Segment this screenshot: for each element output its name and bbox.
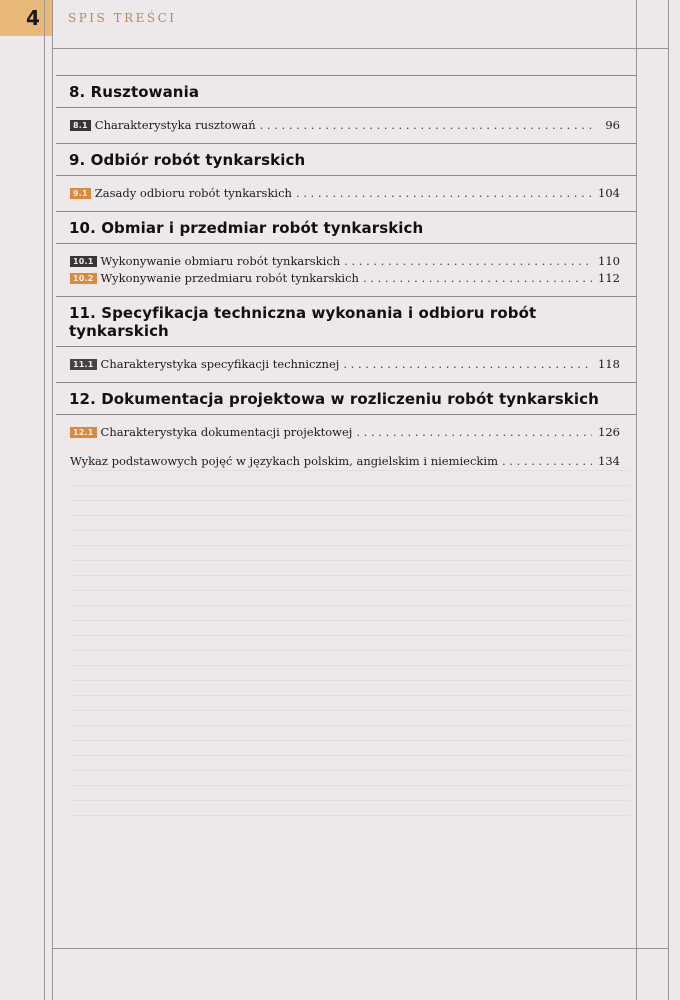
section-entries [56,244,636,296]
entry-page: 96 [605,118,620,132]
entry-title: Charakterystyka dokumentacji projektowej [100,425,353,439]
toc-entry[interactable] [70,270,620,287]
toc-section [56,143,636,211]
entry-page: 104 [598,186,620,200]
toc-entry[interactable] [70,424,620,441]
margin-line-left-outer [44,0,45,1000]
dot-leader [343,356,592,373]
entry-title: Wykonywanie przedmiaru robót tynkarskich [100,271,359,285]
dot-leader [356,424,592,441]
section-entries [56,176,636,211]
chapter-badge: 9.1 [70,188,91,199]
section-heading: 9. Odbiór robót tynkarskich [56,143,636,176]
entry-page: 118 [598,357,620,371]
toc-section [56,296,636,382]
show-through-background [70,470,630,940]
entry-title: Wykonywanie obmiaru robót tynkarskich [100,254,341,268]
chapter-badge: 11.1 [70,359,97,370]
section-heading: 10. Obmiar i przedmiar robót tynkarskich [56,211,636,244]
margin-line-right-outer [668,0,669,1000]
section-entries [56,108,636,143]
toc-entry[interactable] [70,253,620,270]
top-rule [52,48,668,49]
dot-leader [344,253,592,270]
chapter-badge: 10.1 [70,256,97,267]
running-title: SPIS TREŚCI [68,11,177,25]
dot-leader [260,117,594,134]
entry-title: Wykaz podstawowych pojęć w językach polskim, angielskim i niemieckim [70,454,498,468]
entry-title: Charakterystyka rusztowań [94,118,256,132]
margin-line-right-inner [636,0,637,1000]
entry-title: Zasady odbioru robót tynkarskich [94,186,292,200]
chapter-badge: 10.2 [70,273,97,284]
margin-line-left-inner [52,0,53,1000]
section-entries [56,347,636,382]
toc-section [56,75,636,143]
dot-leader [296,185,592,202]
entry-page: 110 [598,254,620,268]
toc-section [56,211,636,296]
bottom-rule [52,948,668,949]
page-number: 4 [26,6,40,30]
entry-page: 134 [598,454,620,468]
toc-entry[interactable] [70,356,620,373]
entry-title: Charakterystyka specyfikacji technicznej [100,357,340,371]
chapter-badge: 12.1 [70,427,97,438]
entry-page: 126 [598,425,620,439]
chapter-badge: 8.1 [70,120,91,131]
section-heading: 12. Dokumentacja projektowa w rozliczeniu robót tynkarskich [56,382,636,415]
section-heading: 8. Rusztowania [56,75,636,108]
dot-leader [502,453,592,470]
toc-section [56,382,636,479]
dot-leader [363,270,592,287]
section-entries [56,415,636,479]
toc-entry[interactable] [70,185,620,202]
toc-entry-glossary[interactable] [70,453,620,470]
toc-entry[interactable] [70,117,620,134]
table-of-contents [56,75,636,479]
section-heading: 11. Specyfikacja techniczna wykonania i odbioru robót tynkarskich [56,296,636,347]
entry-page: 112 [598,271,620,285]
